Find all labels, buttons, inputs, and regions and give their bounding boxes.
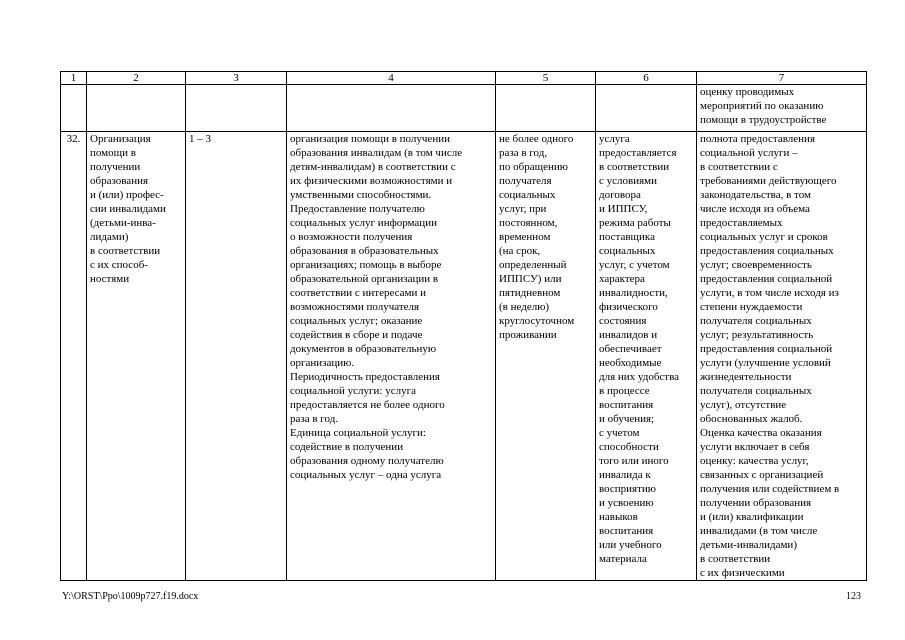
frequency-cell [496, 132, 596, 581]
text-line: услуги включает в себя [700, 441, 810, 453]
text-line: помощи в [90, 147, 136, 159]
text-line: получении образования [700, 497, 812, 509]
file-path: Y:\ORST\Ppo\1009p727.f19.docx [62, 591, 199, 602]
text-line: с условиями [599, 175, 657, 187]
text-line: их физическими возможностями и [290, 175, 453, 187]
text-line: воспитания [599, 399, 654, 411]
table-cell [87, 85, 186, 132]
text-line: о возможности получения [290, 231, 413, 243]
column-header: 7 [697, 72, 867, 85]
service-name-cell [87, 132, 186, 581]
text-line: детьми-инвалидами) [700, 539, 797, 551]
text-line: социальных услуг; оказание [290, 315, 423, 327]
text-line: соответствии с интересами и [290, 287, 427, 299]
text-line: с их физическими [700, 567, 785, 579]
text-line: получении [90, 161, 141, 173]
text-line: связанных с организацией [700, 469, 824, 481]
text-line: режима работы [599, 217, 671, 229]
text-line: получателя [499, 175, 552, 187]
text-line: законодательства, в том [700, 189, 811, 201]
column-header: 4 [287, 72, 496, 85]
text-line: в соответствии с [700, 161, 778, 173]
text-line: и ИППСУ, [599, 203, 648, 215]
text-line: ностями [90, 273, 130, 285]
text-line: материала [599, 553, 647, 565]
text-line: образования в образовательных [290, 245, 439, 257]
text-line: детям-инвалидам) в соответствии с [290, 161, 456, 173]
text-line: Периодичность предоставления [290, 371, 440, 383]
text-line: организацию. [290, 357, 355, 369]
text-line: получателя социальных [700, 385, 812, 397]
quality-criteria-cell [697, 85, 867, 132]
text-line: обеспечивает [599, 343, 662, 355]
column-header: 3 [186, 72, 287, 85]
table-cell [186, 85, 287, 132]
table-row [61, 132, 867, 581]
page-number: 123 [846, 591, 861, 602]
text-line: услуги (улучшение условий [700, 357, 831, 369]
text-line: с их способ- [90, 259, 148, 271]
text-line: лидами) [90, 231, 129, 243]
text-line: в соответствии [599, 161, 670, 173]
column-number-row [61, 72, 867, 85]
text-line: 1 – 3 [189, 133, 211, 145]
text-line: услуг, с учетом [599, 259, 670, 271]
text-line: инвалидами (в том числе [700, 525, 818, 537]
text-line: постоянном, [499, 217, 558, 229]
text-line: документов в образовательную [290, 343, 437, 355]
text-line: и (или) квалификации [700, 511, 804, 523]
text-line: состояния [599, 315, 647, 327]
text-line: инвалида к [599, 469, 651, 481]
text-line: социальных [599, 245, 656, 257]
text-line: ИППСУ) или [499, 273, 562, 285]
text-line: услуг; результативность [700, 329, 814, 341]
column-header: 1 [61, 72, 87, 85]
text-line: полнота предоставления [700, 133, 816, 145]
text-line: по обращению [499, 161, 568, 173]
text-line: организация помощи в получении [290, 133, 450, 145]
text-line: содействия в сборе и подаче [290, 329, 423, 341]
text-line: содействие в получении [290, 441, 404, 453]
text-line: Предоставление получателю [290, 203, 425, 215]
text-line: социальных услуг – одна услуга [290, 469, 442, 481]
text-line: определенный [499, 259, 567, 271]
text-line: инвалидности, [599, 287, 668, 299]
text-line: предоставления социальной [700, 273, 833, 285]
text-line: предоставляется не более одного [290, 399, 445, 411]
text-line: предоставления социальной [700, 343, 833, 355]
text-line: для них удобства [599, 371, 680, 383]
text-line: воспитания [599, 525, 654, 537]
text-line: договора [599, 189, 641, 201]
text-line: того или иного [599, 455, 669, 467]
text-line: предоставления социальных [700, 245, 834, 257]
text-line: в процессе [599, 385, 650, 397]
text-line: раза в год. [290, 413, 339, 425]
text-line: услуг, при [499, 203, 547, 215]
text-line: Единица социальной услуги: [290, 427, 426, 439]
text-line: навыков [599, 511, 638, 523]
text-line: необходимые [599, 357, 662, 369]
text-line: Оценка качества оказания [700, 427, 822, 439]
text-line: возможностями получателя [290, 301, 420, 313]
text-line: пятидневном [499, 287, 561, 299]
text-line: организациях; помощь в выборе [290, 259, 442, 271]
text-line: образовательной организации в [290, 273, 439, 285]
text-line: умственными способностями. [290, 189, 432, 201]
service-code-cell [186, 132, 287, 581]
text-line: обоснованных жалоб. [700, 413, 803, 425]
text-line: оценку: качества услуг, [700, 455, 809, 467]
table-cell [496, 85, 596, 132]
text-line: социальной услуги: услуга [290, 385, 417, 397]
text-line: услуг; своевременность [700, 259, 812, 271]
text-line: оценку проводимых [700, 86, 795, 98]
text-line: услуги, в том числе исходя из [700, 287, 839, 299]
services-table [60, 71, 867, 581]
text-line: социальной услуги – [700, 147, 798, 159]
text-line: характера [599, 273, 645, 285]
text-line: физического [599, 301, 658, 313]
text-line: образования инвалидам (в том числе [290, 147, 463, 159]
text-line: восприятию [599, 483, 657, 495]
text-line: предоставляется [599, 147, 677, 159]
text-line: услуг), отсутствие [700, 399, 787, 411]
text-line: способности [599, 441, 659, 453]
column-header: 5 [496, 72, 596, 85]
text-line: социальных [499, 189, 556, 201]
text-line: жизнедеятельности [700, 371, 792, 383]
text-line: мероприятий по оказанию [700, 100, 824, 112]
text-line: в соответствии [700, 553, 771, 565]
text-line: получения или содействием в [700, 483, 840, 495]
text-line: раза в год, [499, 147, 548, 159]
text-line: требованиями действующего [700, 175, 837, 187]
text-line: сии инвалидами [90, 203, 166, 215]
service-description-cell [287, 132, 496, 581]
text-line: с учетом [599, 427, 640, 439]
text-line: и усвоению [599, 497, 654, 509]
text-line: предоставляемых [700, 217, 783, 229]
text-line: проживании [499, 329, 557, 341]
text-line: образования одному получателю [290, 455, 444, 467]
row-number: 32. [61, 132, 87, 581]
table-cell [61, 85, 87, 132]
text-line: и (или) профес- [90, 189, 164, 201]
text-line: инвалидов и [599, 329, 658, 341]
conditions-cell [596, 132, 697, 581]
text-line: временном [499, 231, 551, 243]
column-header: 6 [596, 72, 697, 85]
text-line: и обучения; [599, 413, 655, 425]
text-line: социальных услуг и сроков [700, 231, 828, 243]
text-line: не более одного [499, 133, 574, 145]
table-cell [596, 85, 697, 132]
table-cell [287, 85, 496, 132]
text-line: Организация [90, 133, 151, 145]
text-line: образования [90, 175, 149, 187]
text-line: числе исходя из объема [700, 203, 810, 215]
text-line: (детьми-инва- [90, 217, 156, 229]
text-line: социальных услуг информации [290, 217, 437, 229]
text-line: круглосуточном [499, 315, 575, 327]
text-line: (в неделю) [499, 301, 550, 313]
column-header: 2 [87, 72, 186, 85]
text-line: помощи в трудоустройстве [700, 114, 827, 126]
text-line: (на срок, [499, 245, 541, 257]
text-line: или учебного [599, 539, 662, 551]
continuation-row [61, 85, 867, 132]
quality-criteria-cell [697, 132, 867, 581]
text-line: в соответствии [90, 245, 161, 257]
text-line: степени нуждаемости [700, 301, 803, 313]
text-line: поставщика [599, 231, 655, 243]
text-line: получателя социальных [700, 315, 812, 327]
text-line: услуга [599, 133, 630, 145]
